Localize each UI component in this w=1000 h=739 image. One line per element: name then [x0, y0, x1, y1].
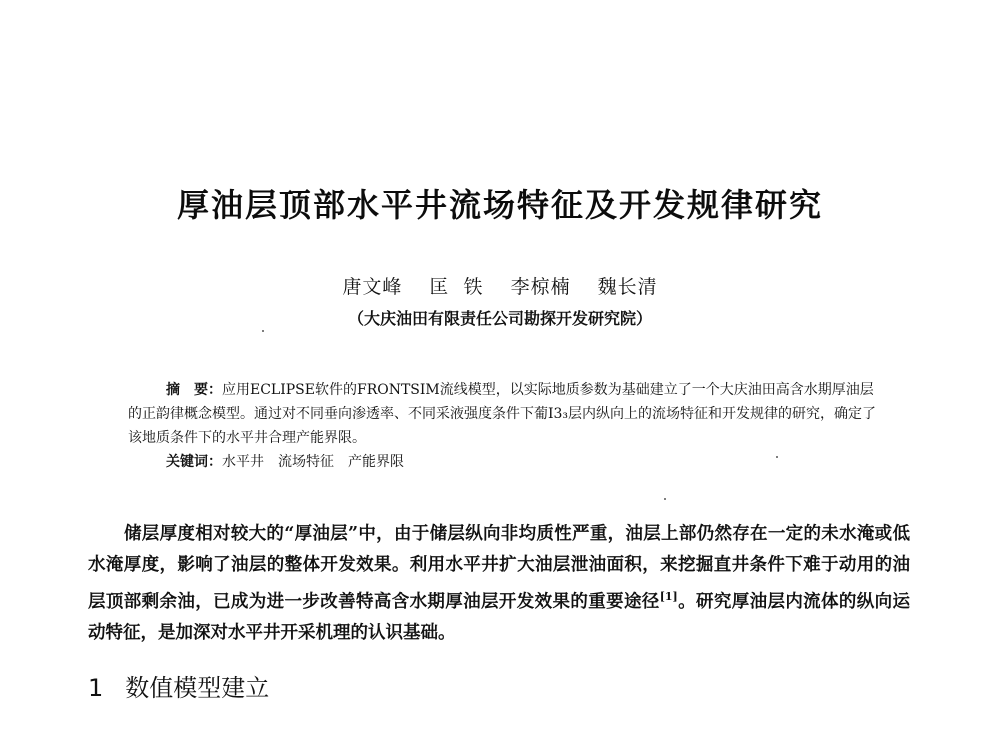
scan-speck: [664, 498, 666, 500]
section-number: 1: [88, 674, 104, 702]
abstract-paragraph: [128, 378, 878, 450]
keywords-label: 关键词：: [166, 454, 222, 470]
author-list: [0, 272, 1000, 299]
section-title: 数值模型建立: [125, 674, 270, 702]
scan-speck: [776, 456, 778, 458]
keywords-text: 水平井 流场特征 产能界限: [222, 454, 404, 470]
paper-title: 厚油层顶部水平井流场特征及开发规律研究: [176, 186, 823, 224]
section-heading: [88, 668, 269, 703]
abstract-label: 摘 要：: [166, 382, 222, 398]
author-name: 匡 铁: [429, 276, 484, 298]
keywords-line: [128, 450, 878, 474]
abstract-text: 应用ECLIPSE软件的FRONTSIM流线模型，以实际地质参数为基础建立了一个大庆油田高含水期厚油层的正韵律概念模型。通过对不同垂向渗透率、不同采液强度条件下葡Ⅰ3₃层内纵向上的流场特征和开发规律的研究，确定了该地质条件下的水平井合理产能界限。: [128, 382, 877, 446]
intro-text: 储层厚度相对较大的“厚油层”中，由于储层纵向非均质性严重，油层上部仍然存在一定的未水淹或低水淹厚度，影响了油层的整体开发效果。利用水平井扩大油层泄油面积，来挖掘直井条件下难于动用的油层顶部剩余油，已成为进一步改善特高含水期厚油层开发效果的重要途径: [88, 524, 910, 612]
author-name: 李椋楠: [510, 276, 571, 298]
citation-ref: [1]: [659, 590, 678, 603]
scan-speck: [262, 330, 264, 332]
intro-text-continued: 。研究厚油层内流体的纵向运动特征，是加深对水平井开采机理的认识基础。: [88, 591, 911, 643]
intro-paragraph: [88, 519, 910, 649]
affiliation: （大庆油田有限责任公司勘探开发研究院）: [347, 309, 652, 328]
author-name: 魏长清: [597, 276, 658, 298]
abstract-block: [128, 378, 878, 474]
intro-section: [88, 519, 910, 649]
author-name: 唐文峰: [342, 276, 403, 298]
